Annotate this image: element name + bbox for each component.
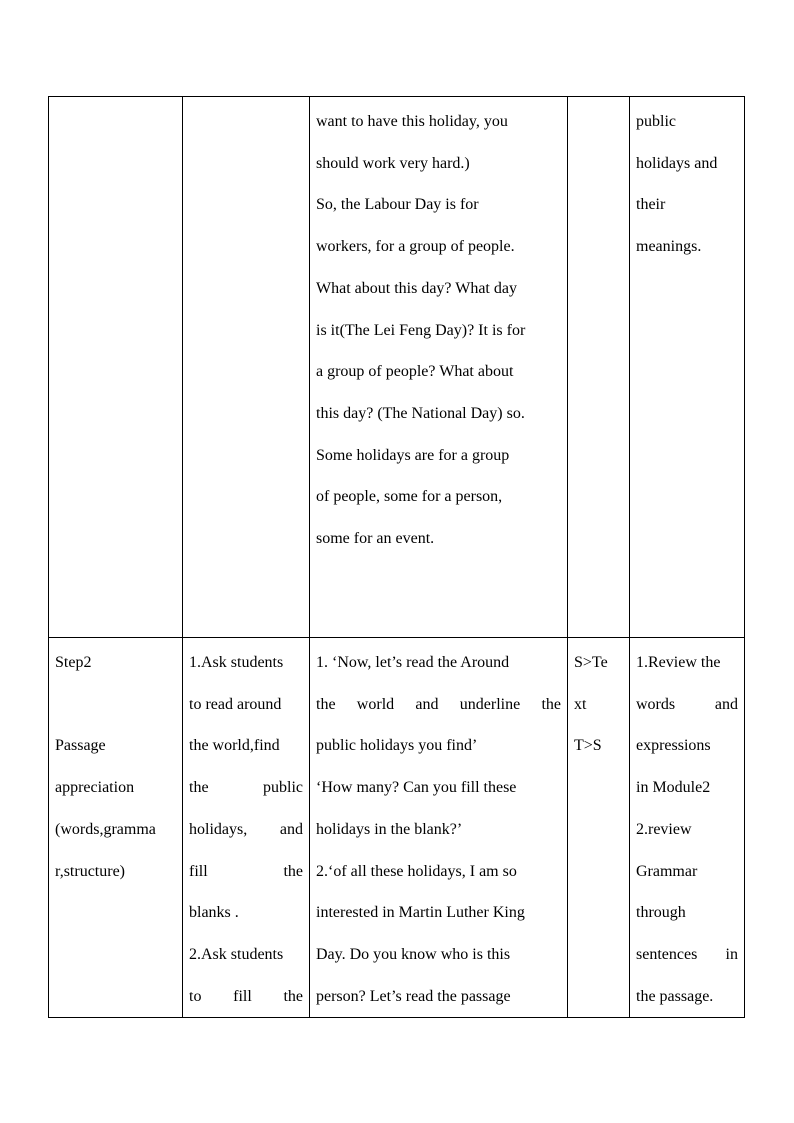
text-line: person? Let’s read the passage [316,987,511,1005]
text-line: Passage [55,737,106,755]
step-title: Step2 [55,654,92,671]
text-line: 1. ‘Now, let’s read the Around [316,654,510,671]
text-line: to read around [189,695,282,713]
activity-cell [310,97,568,638]
interaction-cell [568,97,630,638]
text-line: public [636,113,676,130]
interaction-cell [568,638,630,1018]
text-line: holidays, and [189,820,303,838]
text-line: xt [574,695,587,713]
text-line: expressions [636,737,711,755]
text-line: r,structure) [55,862,125,880]
text-line: fill the [189,862,303,880]
text-line: T>S [574,737,602,755]
text-line: want to have this holiday, you [316,113,508,130]
teacher-activity-cell [183,97,310,638]
text-line: 1.Review the [636,654,721,671]
text-line: 2.Ask students [189,945,284,963]
purpose-cell [630,638,745,1018]
text-line: Grammar [636,862,698,880]
text-line: workers, for a group of people. [316,238,515,256]
text-line: 1.Ask students [189,654,284,671]
text-line: interested in Martin Luther King [316,904,525,922]
text-line: is it(The Lei Feng Day)? It is for [316,321,526,339]
text-line: a group of people? What about [316,363,514,381]
text-line: words and [636,695,738,713]
text-line: in Module2 [636,779,711,797]
text-line: public holidays you find’ [316,737,478,755]
lesson-plan-table [48,96,745,1018]
text-line: meanings. [636,238,702,256]
text-line: Day. Do you know who is this [316,945,511,963]
text-line: holidays and [636,154,718,172]
text-line: What about this day? What day [316,279,517,297]
step-cell [49,638,183,1018]
text-line [55,684,176,726]
text-line: to fill the [189,987,303,1005]
text-line: this day? (The National Day) so. [316,404,525,422]
text-line: blanks . [189,904,239,922]
table-row [49,97,745,638]
text-line: 2.‘of all these holidays, I am so [316,862,517,880]
step-cell [49,97,183,638]
text-line: Some holidays are for a group [316,446,510,464]
text-line: of people, some for a person, [316,488,503,506]
text-line: some for an event. [316,530,435,548]
text-line: So, the Labour Day is for [316,196,479,214]
teacher-activity-cell [183,638,310,1018]
text-line: 2.review [636,820,692,838]
text-line: the world and underline the [316,695,561,713]
text-line: through [636,904,686,922]
text-line: holidays in the blank?’ [316,820,463,838]
text-line: sentences in [636,945,738,963]
purpose-cell [630,97,745,638]
text-line: the world,find [189,737,280,755]
text-line: their [636,196,666,214]
activity-cell [310,638,568,1018]
table-row [49,638,745,1018]
text-line: ‘How many? Can you fill these [316,779,517,797]
text-line: appreciation [55,779,135,797]
text-line: should work very hard.) [316,154,470,172]
text-line: S>Te [574,654,608,671]
text-line: (words,gramma [55,820,156,838]
text-line: the passage. [636,987,714,1005]
text-line: the public [189,779,303,797]
